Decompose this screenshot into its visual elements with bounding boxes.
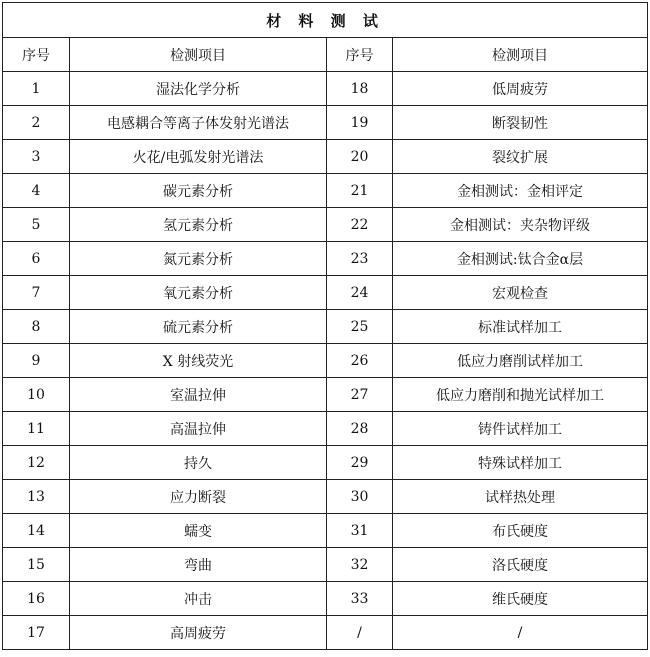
cell-item-right: 标准试样加工 <box>393 310 648 344</box>
cell-item-left: 蠕变 <box>70 514 327 548</box>
cell-index-left: 6 <box>3 242 70 276</box>
table-row <box>3 174 648 208</box>
cell-item-left: 室温拉伸 <box>70 378 327 412</box>
table-row <box>3 582 648 616</box>
table-row <box>3 242 648 276</box>
cell-index-left: 10 <box>3 378 70 412</box>
cell-item-right: 低应力磨削和抛光试样加工 <box>393 378 648 412</box>
cell-index-right: 21 <box>327 174 393 208</box>
header-index-right: 序号 <box>327 38 393 72</box>
cell-index-left: 1 <box>3 72 70 106</box>
table-title: 材 料 测 试 <box>3 3 648 38</box>
cell-item-left: 电感耦合等离子体发射光谱法 <box>70 106 327 140</box>
cell-index-right: 18 <box>327 72 393 106</box>
materials-test-table <box>2 2 648 650</box>
header-row <box>3 38 648 72</box>
table-row <box>3 616 648 650</box>
table-row <box>3 514 648 548</box>
cell-index-right: 22 <box>327 208 393 242</box>
cell-item-left: 弯曲 <box>70 548 327 582</box>
cell-item-right: 金相测试：夹杂物评级 <box>393 208 648 242</box>
cell-index-right: 20 <box>327 140 393 174</box>
cell-index-right: 28 <box>327 412 393 446</box>
table-row <box>3 344 648 378</box>
cell-item-left: 碳元素分析 <box>70 174 327 208</box>
cell-item-left: 湿法化学分析 <box>70 72 327 106</box>
cell-item-left: 氢元素分析 <box>70 208 327 242</box>
cell-index-right: 19 <box>327 106 393 140</box>
table-row <box>3 378 648 412</box>
cell-index-left: 8 <box>3 310 70 344</box>
cell-index-left: 17 <box>3 616 70 650</box>
header-item-left: 检测项目 <box>70 38 327 72</box>
cell-item-left: 火花/电弧发射光谱法 <box>70 140 327 174</box>
table-row <box>3 480 648 514</box>
table-title-row <box>3 3 648 38</box>
cell-index-left: 5 <box>3 208 70 242</box>
cell-item-right: / <box>393 616 648 650</box>
cell-index-left: 12 <box>3 446 70 480</box>
cell-index-right: 26 <box>327 344 393 378</box>
header-index-left: 序号 <box>3 38 70 72</box>
cell-index-left: 16 <box>3 582 70 616</box>
cell-item-right: 断裂韧性 <box>393 106 648 140</box>
table-row <box>3 208 648 242</box>
table-row <box>3 106 648 140</box>
cell-item-right: 布氏硬度 <box>393 514 648 548</box>
cell-item-left: 高周疲劳 <box>70 616 327 650</box>
cell-index-right: 25 <box>327 310 393 344</box>
cell-item-left: 持久 <box>70 446 327 480</box>
cell-item-right: 洛氏硬度 <box>393 548 648 582</box>
cell-item-right: 低周疲劳 <box>393 72 648 106</box>
table-row <box>3 276 648 310</box>
table-row <box>3 310 648 344</box>
cell-item-left: 氧元素分析 <box>70 276 327 310</box>
table-row <box>3 72 648 106</box>
cell-item-left: 氮元素分析 <box>70 242 327 276</box>
cell-item-right: 低应力磨削试样加工 <box>393 344 648 378</box>
cell-item-left: 应力断裂 <box>70 480 327 514</box>
cell-item-right: 宏观检查 <box>393 276 648 310</box>
cell-item-right: 维氏硬度 <box>393 582 648 616</box>
cell-index-left: 14 <box>3 514 70 548</box>
cell-item-right: 特殊试样加工 <box>393 446 648 480</box>
cell-index-left: 2 <box>3 106 70 140</box>
cell-index-left: 9 <box>3 344 70 378</box>
cell-index-left: 3 <box>3 140 70 174</box>
cell-index-right: 33 <box>327 582 393 616</box>
cell-item-left: X 射线荧光 <box>70 344 327 378</box>
cell-index-left: 15 <box>3 548 70 582</box>
header-item-right: 检测项目 <box>393 38 648 72</box>
cell-index-right: 30 <box>327 480 393 514</box>
cell-item-right: 金相测试：金相评定 <box>393 174 648 208</box>
cell-item-right: 金相测试:钛合金α层 <box>393 242 648 276</box>
cell-index-right: 31 <box>327 514 393 548</box>
cell-index-left: 4 <box>3 174 70 208</box>
cell-item-left: 冲击 <box>70 582 327 616</box>
table-row <box>3 548 648 582</box>
cell-index-right: 24 <box>327 276 393 310</box>
cell-index-right: / <box>327 616 393 650</box>
cell-index-left: 13 <box>3 480 70 514</box>
cell-item-right: 裂纹扩展 <box>393 140 648 174</box>
cell-index-right: 27 <box>327 378 393 412</box>
table-row <box>3 140 648 174</box>
table-row <box>3 446 648 480</box>
cell-index-right: 23 <box>327 242 393 276</box>
cell-index-right: 29 <box>327 446 393 480</box>
cell-item-left: 高温拉伸 <box>70 412 327 446</box>
cell-item-left: 硫元素分析 <box>70 310 327 344</box>
cell-item-right: 铸件试样加工 <box>393 412 648 446</box>
cell-index-right: 32 <box>327 548 393 582</box>
cell-index-left: 7 <box>3 276 70 310</box>
cell-index-left: 11 <box>3 412 70 446</box>
table-row <box>3 412 648 446</box>
cell-item-right: 试样热处理 <box>393 480 648 514</box>
